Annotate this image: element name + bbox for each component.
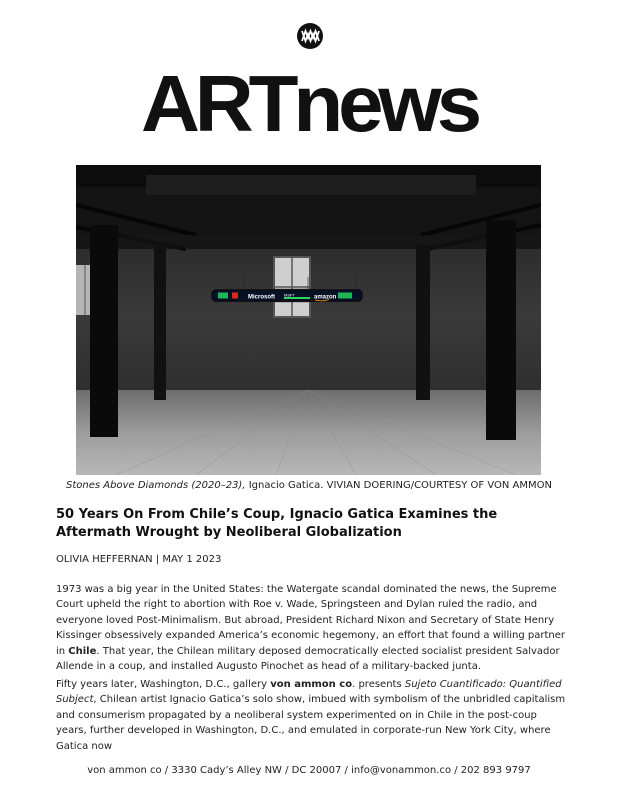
exhibition-title: Sujeto Cuantificado: Quantified Subject <box>56 679 562 706</box>
article-headline: 50 Years On From Chile’s Coup, Ignacio Gatica Examines the Aftermath Wrought by Neoliberal Globalization <box>56 507 498 540</box>
p2-text-b: . presents <box>352 679 405 690</box>
gallery-footer: von ammon co / 3330 Cady’s Alley NW / DC 20007 / info@vonammon.co / 202 893 9797 <box>87 765 531 776</box>
p2-text-a: Fifty years later, Washington, D.C., gallery <box>56 679 271 690</box>
caption-work-title: Stones Above Diamonds (2020–23), <box>66 480 246 491</box>
article-byline: OLIVIA HEFFERNAN | MAY 1 2023 <box>56 554 222 565</box>
link-von-ammon-co[interactable]: von ammon co <box>270 679 353 690</box>
article-paragraph-2 <box>56 677 566 754</box>
p1-text-b: . That year, the Chilean military deposed democratically elected socialist president Salvador Allende in a coup, and installed Augusto Pinochet as head of a military-backed junta. <box>56 645 560 673</box>
caption-credit: Ignacio Gatica. VIVIAN DOERING/COURTESY OF VON AMMON <box>245 480 552 491</box>
ticker-amazon: amazon <box>314 294 337 301</box>
artnews-logo-icon <box>296 22 324 50</box>
link-chile[interactable]: Chile <box>68 645 97 657</box>
p2-text-c: , Chilean artist Ignacio Gatica’s solo show, imbued with symbolism of the unbridled capitalism and consumerism propagated by a neoliberal system experimented on in Chile in the post-coup years, further developed in Washington, D.C., and emulated in corporate-run New York City, where Gatica now <box>56 694 566 752</box>
article-paragraph-1 <box>56 582 566 674</box>
p1-text-a: 1973 was a big year in the United States: the Watergate scandal dominated the news, the Supreme Court upheld the right to abortion with Roe v. Wade, Springsteen and Dylan ruled the radio, and everyone loved Post-Minimalism. But abroad, President Richard Nixon and Secretary of State Henry Kissinger obsessively expanded America’s economic hegemony, an effort that found a willing partner in <box>56 584 565 657</box>
hero-photo <box>76 165 541 475</box>
masthead-title[interactable]: ARTnews <box>140 59 478 148</box>
ticker-microsoft: Microsoft <box>248 294 275 301</box>
ticker-msft: MSFT <box>284 292 295 298</box>
photo-caption <box>20 479 598 493</box>
